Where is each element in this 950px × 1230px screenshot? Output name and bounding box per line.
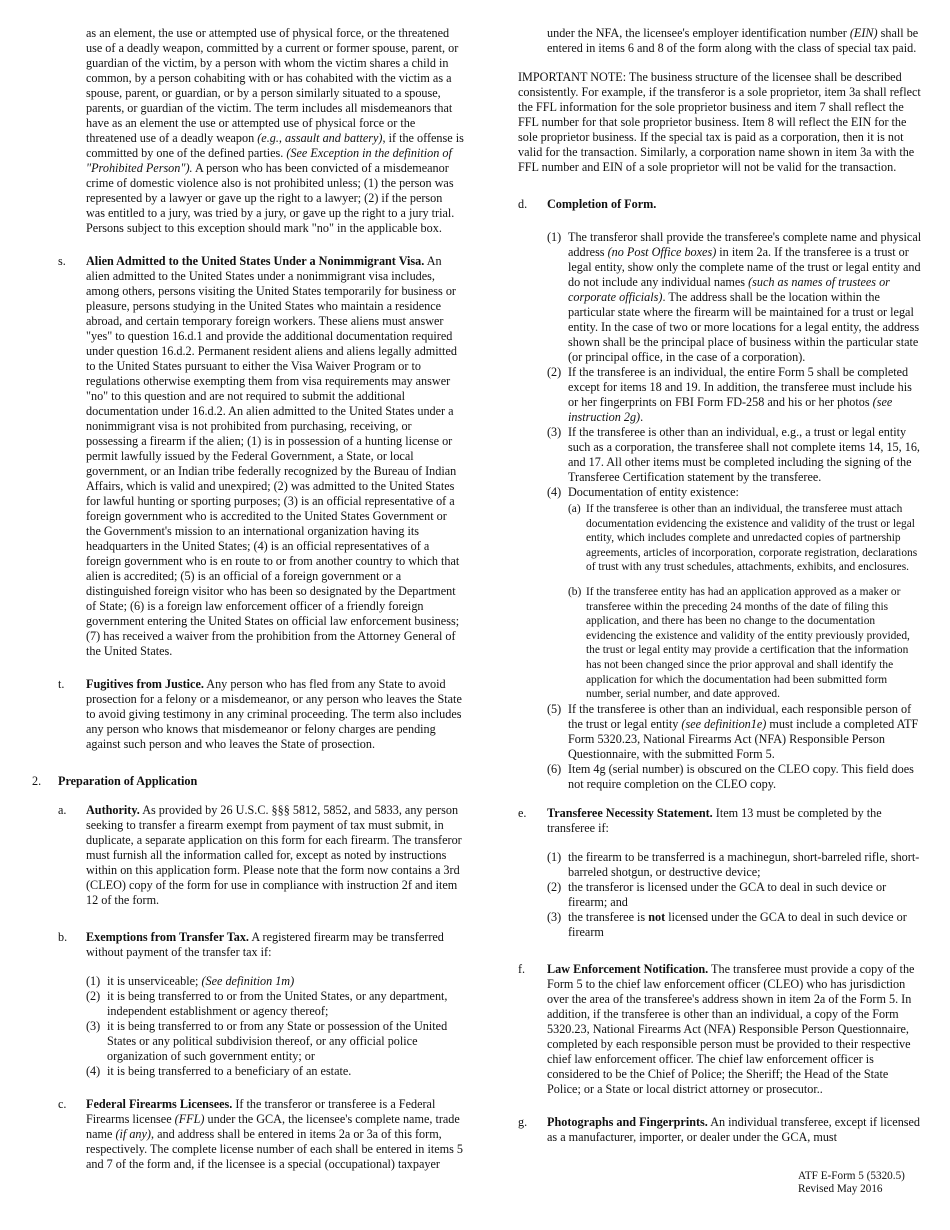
important-note: IMPORTANT NOTE: The business structure of the licensee shall be described consistently. For example, if the transferor is a sole proprietor, item 3a shall reflect the FFL information for the sole proprietor business and item 7 shall reflect the FFL number for that sole proprietor business. Item 8 will reflect the EIN for the sole proprietor business. If the special tax is paid as a corporation, then it is not valid for the transaction. Similarly, a corporation name shown in item 3a with the FFL number and EIN of a sole proprietor will not be valid for the transaction. xyxy=(518,70,921,174)
section-2-heading: 2. Preparation of Application xyxy=(32,774,198,788)
completion-item-2: (2) If the transferee is an individual, the entire Form 5 shall be completed except for items 18 and 19. In addition, the transferee must include his or her fingerprints on FBI Form FD-258 and his or her photos (see instruction 2g). xyxy=(547,365,912,424)
completion-item-4b: (b) If the transferee entity has had an application approved as a maker or transferee within the preceding 24 months of the date of filing this application, and there has been no change to the documentation evidencing the existence and validity of the entity previously provided, the trust or legal entity may provide a certification that the information has not been changed since the prior approval and shall identify the application for which the documentation had been submitted form number, serial number, and date approved. xyxy=(568,585,910,701)
exemption-item: (4) it is being transferred to a beneficiary of an estate. xyxy=(86,1064,352,1078)
section-2d-completion: d. Completion of Form. (1) The transferor shall provide the transferee's complete name and physical address (no Post Office boxes) in item 2a. If the transferee is a trust or legal entity, show only the complete name of the trust or legal entity and do not include any individual names (such as names of trustees or corporate officials). The address shall be the location within the particular state where the firearm will be maintained for a trust or legal entity. In the case of two or more locations for a legal entity, the address shown shall be the principal place of business within the particular state (or principal office, in the case of a corporation). (2) If the transferee is an individual, the entire Form 5 shall be completed except for items 18 and 19. In addition, the transferee must include his or her fingerprints on FBI Form FD-258 and his or her photos (see instruction 2g). (3) If the transferee is other than an individual, e.g., a trust or legal entity such as a corporation, the transferee shall not complete items 14, 15, 16, and 17. All other items must be completed including the signing of the Transferee Certification statement by the transferee. (4) Documentation of entity existence: (a) If the transferee is other than an individual, the transferee must attach documentation evidencing the existence and validity of the trust or legal entity, which includes complete and unredacted copies of partnership agreements, articles of incorporation, corporate registration, declarations of trust with any trust schedules, attachments, exhibits, and enclosures. (b) If the transferee entity has had an application approved as a maker or transferee within the preceding 24 months of the date of filing this application, and there has been no change to the documentation evidencing the existence and validity of the entity previously provided, the trust or legal entity may provide a certification that the information has not been changed since the prior approval and shall identify the application for which the documentation had been submitted form number, serial number, and date approved. (5) If the transferee is other than an individual, each responsible person of the trust or legal entity (see definition1e) must include a completed ATF Form 5320.23, National Firearms Act (NFA) Responsible Person Questionnaire, with the submitted Form 5. (6) Item 4g (serial number) is obscured on the CLEO copy. This field does not require completion on the CLEO copy. xyxy=(518,197,922,791)
form-number: ATF E-Form 5 (5320.5) xyxy=(798,1170,905,1182)
exemption-item: (3) it is being transferred to or from any State or possession of the United States or any political subdivision thereof, or any official police organization of such government entity; or xyxy=(86,1019,448,1063)
definition-t-title: Fugitives from Justice. xyxy=(86,677,204,691)
section-2g-photos: g. Photographs and Fingerprints. An individual transferee, except if licensed as a manufacturer, importer, or dealer under the GCA, must xyxy=(518,1114,921,1144)
section-2a-authority: a. Authority. As provided by 26 U.S.C. §§§ 5812, 5852, and 5833, any person seeking to transfer a firearm exempt from payment of tax must submit, in duplicate, a separate application on this form for each firearm. The transferor must furnish all the information called for, except as noted by instructions within on this application form. Please note that the form now contains a 3rd (CLEO) copy of the form for use in compliance with instruction 2f and item 12 of the form. xyxy=(58,803,462,907)
form-footer xyxy=(798,1170,905,1196)
completion-item-6: (6) Item 4g (serial number) is obscured on the CLEO copy. This field does not require completion on the CLEO copy. xyxy=(547,761,914,791)
completion-item-5: (5) If the transferee is other than an individual, each responsible person of the trust or legal entity (see definition1e) must include a completed ATF Form 5320.23, National Firearms Act (NFA) Responsible Person Questionnaire, with the submitted Form 5. xyxy=(547,701,919,761)
definition-t: t. Fugitives from Justice. Any person who has fled from any State to avoid prosection for a felony or a misdemeanor, or any person who leaves the State to avoid giving testimony in any criminal proceeding. The term also includes any person who knows that misdemeanor or felony charges are pending against such person and who leaves the State of prosection. xyxy=(58,677,462,751)
section-2b-exemptions: b. Exemptions from Transfer Tax. A registered firearm may be transferred without payment of the transfer tax if: (1) it is unserviceable; (See definition 1m) (2) it is being transferred to or from the United States, or any department, independent establishment or agency thereof; (3) it is being transferred to or from any State or possession of the United States or any political subdivision thereof, or any official police organization of such government entity; or (4) it is being transferred to a beneficiary of an estate. xyxy=(32,930,464,1079)
necessity-item: (2) the transferor is licensed under the GCA to deal in such device or firearm; and xyxy=(547,879,887,909)
definition-r-continuation: as an element, the use or attempted use of physical force, or the threatened use of a deadly weapon, committed by a current or former spouse, parent, or guardian of the victim, by a person with whom the victim shares a child in common, by a person cohabiting with or has cohabited with the victim as a spouse, parent, or guardian, or by a person similarly situated to a spouse, parents, or guardian of the victim. The term includes all misdemeanors that have as an element the use or attempted use of physical force or the threatened use of a deadly weapon (e.g., assault and battery), if the offense is committed by one of the defined parties. (See Exception in the definition of "Prohibited Person"). A person who has been convicted of a misdemeanor crime of domestic violence also is not prohibited unless; (1) the person was represented by a lawyer or gave up the right to a lawyer; (2) if the person was entitled to a jury, was tried by a jury, or gave up the right to a jury trial. Persons subject to this exception should mark "no" in the applicable box. xyxy=(86,26,464,235)
exemption-item: (1) it is unserviceable; (See definition 1m) xyxy=(86,974,295,988)
section-2e-necessity: e. Transferee Necessity Statement. Item 13 must be completed by the transferee if: (1) the firearm to be transferred is a machinegun, short-barreled rifle, short-barreled shotgun, or destructive device; (2) the transferor is licensed under the GCA to deal in such device or firearm; and (3) the transferee is not licensed under the GCA to deal in such device or firearm xyxy=(518,806,922,940)
necessity-item: (3) the transferee is not licensed under the GCA to deal in such device or firearm xyxy=(547,909,907,939)
section-2c-continuation: under the NFA, the licensee's employer identification number (EIN) shall be entered in items 6 and 8 of the form along with the class of special tax paid. xyxy=(547,26,919,55)
right-column xyxy=(518,26,922,1145)
necessity-item: (1) the firearm to be transferred is a machinegun, short-barreled rifle, short-barreled shotgun, or destructive device; xyxy=(547,849,920,879)
section-2c-ffl: c. Federal Firearms Licensees. If the transferor or transferee is a Federal Firearms licensee (FFL) under the GCA, the licensee's complete name, trade name (if any), and address shall be entered in items 2a or 3a of this form, respectively. The complete license number of each shall be entered in items 5 and 7 of the form and, if the licensee is a special (occupational) taxpayer xyxy=(58,1097,463,1171)
definition-s: s. Alien Admitted to the United States Under a Nonimmigrant Visa. An alien admitted to the United States under a nonimmigrant visa includes, among others, persons visiting the United States temporarily for business or pleasure, persons studying in the United States who maintain a residence abroad, and certain temporary foreign workers. These aliens must answer "yes" to question 16.d.1 and provide the additional documentation required under question 16.d.2. Permanent resident aliens and aliens legally admitted to the United States pursuant to either the Visa Waiver Program or to regulations otherwise exempting them from visa requirements may answer "no" to this question and are not required to submit the additional documentation under 16.d.2. An alien admitted to the United States under a nonimmigrant visa is not prohibited from purchasing, receiving, or possessing a firearm if the alien; (1) is in possession of a hunting license or permit lawfully issued by the Federal Government, a State, or local government, or an Indian tribe federally recognized by the Bureau of Indian Affairs, which is valid and unexpired; (2) was admitted to the United States for lawful hunting or sporting purposes; (3) is an official representative of a foreign government who is accredited to the United States Government or the Government's mission to an international organization having its headquarters in the United States; (4) is an official representatives of a foreign government who is en route to or from another country to which that alien is accredited; (5) is an official of a foreign government or a distinguished foreign visitor who has been so designated by the Department of State; (6) is a foreign law enforcement officer of a friendly foreign government entering the United States on official law enforcement business; (7) has received a waiver from the prohibition from the Attorney General of the United States. xyxy=(58,254,460,658)
completion-item-1: (1) The transferor shall provide the transferee's complete name and physical address (no Post Office boxes) in item 2a. If the transferee is a trust or legal entity, show only the complete name of the trust or legal entity and do not include any individual names (such as names of trustees or corporate officials). The address shall be the location within the particular state where the firearm will be maintained for a trust or legal entity. In the case of two or more locations for a legal entity, the address shown shall be the principal place of business within the particular state (or principal office, in the case of a corporation). xyxy=(547,230,922,364)
left-column xyxy=(32,26,464,1172)
completion-item-4a: (a) If the transferee is other than an individual, the transferee must attach documentation evidencing the existence and validity of the trust or legal entity, which includes complete and unredacted copies of partnership agreements, articles of incorporation, corporate registration, declarations of trust with any trust schedules, attachments, exhibits, and enclosures. xyxy=(568,503,918,574)
completion-item-4: (4) Documentation of entity existence: (a) If the transferee is other than an individual, the transferee must attach documentation evidencing the existence and validity of the trust or legal entity, which includes complete and unredacted copies of partnership agreements, articles of incorporation, corporate registration, declarations of trust with any trust schedules, attachments, exhibits, and enclosures. (b) If the transferee entity has had an application approved as a maker or transferee within the preceding 24 months of the date of filing this application, and there has been no change to the documentation evidencing the existence and validity of the entity previously provided, the trust or legal entity may provide a certification that the information has not been changed since the prior approval and shall identify the application for which the documentation had been submitted form number, serial number, and date approved. xyxy=(547,485,922,702)
completion-item-3: (3) If the transferee is other than an individual, e.g., a trust or legal entity such as a corporation, the transferee shall not complete items 14, 15, 16, and 17. All other items must be completed including the signing of the Transferee Certification statement by the transferee. xyxy=(547,425,920,484)
definition-s-title: Alien Admitted to the United States Under a Nonimmigrant Visa. xyxy=(86,254,425,268)
section-2f-law-enforcement: f. Law Enforcement Notification. The transferee must provide a copy of the Form 5 to the chief law enforcement officer (CLEO) who has jurisdiction over the area of the transferee's address shown in item 2a of the Form 5. In addition, if the transferee is other than an individual, a copy of the Form 5320.23, National Firearms Act (NFA) Responsible Person Questionnaire, completed by each responsible person must be provided to their respective chief law enforcement officer. The chief law enforcement officer is considered to be the Chief of Police; the Sheriff; the Head of the State Police; or a State or local district attorney or prosecutor.. xyxy=(518,961,915,1096)
exemption-item: (2) it is being transferred to or from the United States, or any department, independent establishment or agency thereof; xyxy=(86,989,448,1018)
revision-date: Revised May 2016 xyxy=(798,1183,883,1195)
